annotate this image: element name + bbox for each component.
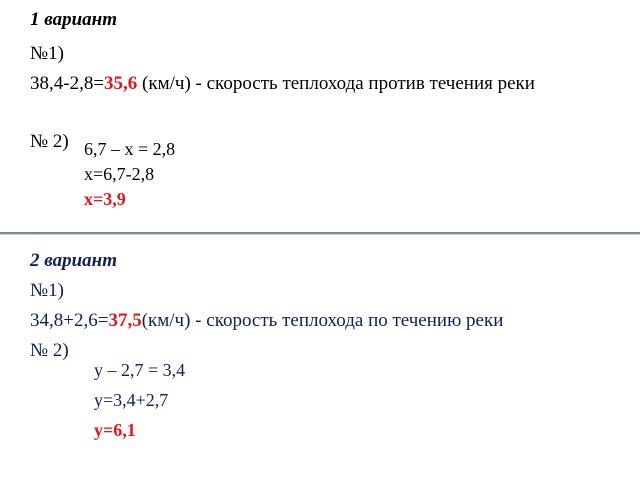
variant2-task2-answer: у=6,1 (94, 420, 136, 440)
variant1-task1-line (30, 74, 535, 93)
variant2-task2-label: № 2) (30, 340, 69, 361)
section-divider (0, 232, 640, 234)
variant2-heading: 2 вариант (30, 250, 118, 271)
variant1-task1-label: №1) (30, 43, 64, 64)
variant2-task1-line (30, 311, 503, 330)
variant1-heading: 1 вариант (30, 9, 118, 30)
variant2-task1-description: (км/ч) - скорость теплохода по течению реки (141, 310, 504, 331)
variant1-task2-label: № 2) (30, 131, 69, 152)
variant1-task2-equation: 6,7 – х = 2,8 (84, 139, 176, 159)
variant2-task1-label: №1) (30, 280, 64, 301)
variant1-task2-step: х=6,7-2,8 (84, 164, 155, 184)
variant2-task2-step: у=3,4+2,7 (94, 390, 169, 410)
variant1-task1-description: (км/ч) - скорость теплохода против течения реки (137, 73, 535, 94)
variant2-task1-answer: 37,5 (108, 310, 142, 331)
variant2-task1-expression: 34,8+2,6= (30, 310, 109, 331)
variant2-task2-equation: у – 2,7 = 3,4 (94, 360, 186, 380)
variant1-task2-answer: х=3,9 (84, 189, 126, 209)
variant1-task1-answer: 35,6 (104, 73, 138, 94)
variant1-task1-expression: 38,4-2,8= (30, 73, 105, 94)
